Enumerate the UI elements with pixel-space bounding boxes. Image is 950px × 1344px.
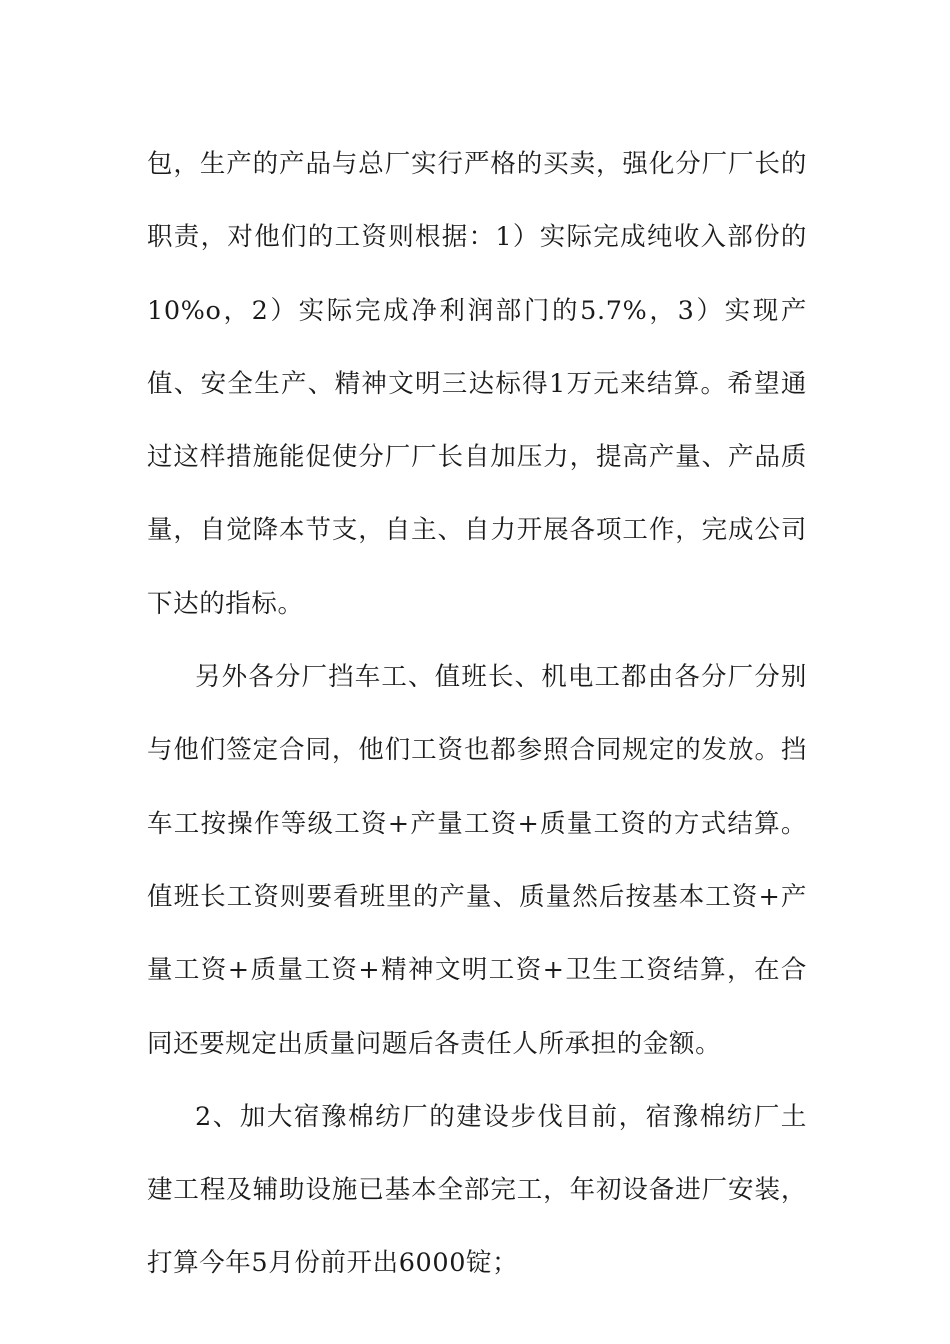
paragraph-contract-wages: 包，生产的产品与总厂实行严格的买卖，强化分厂厂长的职责，对他们的工资则根据：1）实际完成纯收入部份的10%o，2）实际完成净利润部门的5.7%，3）实现产值、安全生产、精神文明三达标得1万元来结算。希望通过这样措施能促使分厂厂长自加压力，提高产量、产品质量，自觉降本节支，自主、自力开展各项工作，完成公司下达的指标。 [147,149,807,619]
paragraph-worker-contracts: 另外各分厂挡车工、值班长、机电工都由各分厂分别与他们签定合同，他们工资也都参照合同规定的发放。挡车工按操作等级工资+产量工资+质量工资的方式结算。值班长工资则要看班里的产量、质量然后按基本工资+产量工资+质量工资+精神文明工资+卫生工资结算，在合同还要规定出质量问题后各责任人所承担的金额。 [147,662,807,1059]
paragraph-suyu-mill-construction: 2、加大宿豫棉纺厂的建设步伐目前，宿豫棉纺厂土建工程及辅助设施已基本全部完工，年初设备进厂安装，打算今年5月份前开出6000锭； [147,1101,807,1279]
document-body [147,128,807,1301]
